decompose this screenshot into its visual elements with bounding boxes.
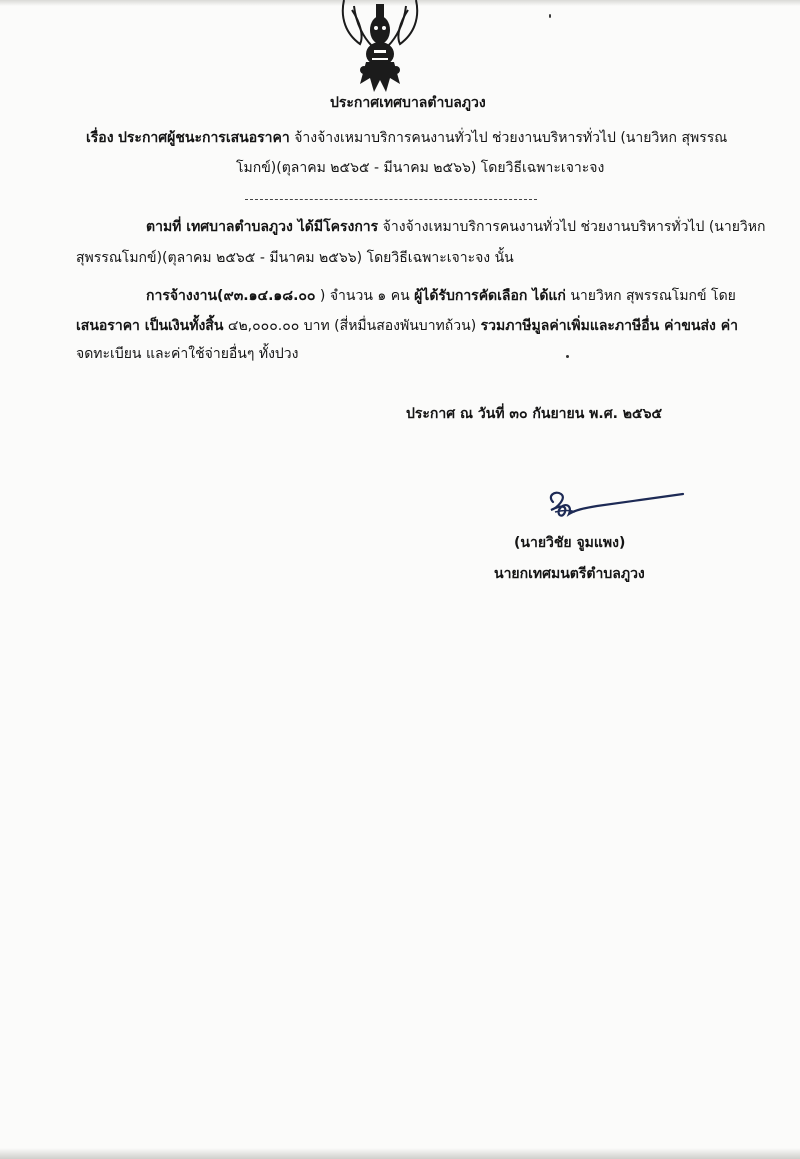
p2-line2-bold-a: เสนอราคา เป็นเงินทั้งสิ้น (76, 318, 224, 334)
paragraph-2-line-2 (76, 316, 738, 336)
scan-speck (566, 355, 569, 358)
p2-bold-a: การจ้างงาน( (146, 288, 224, 304)
subject-text: จ้างจ้างเหมาบริการคนงานทั่วไป ช่วยงานบริหารทั่วไป (นายวิหก สุพรรณ (294, 130, 728, 146)
p2-amount: ๔๒,๐๐๐.๐๐ บาท (สี่หมื่นสองพันบาทถ้วน) (227, 318, 477, 334)
p2-bold-b: ผู้ได้รับการคัดเลือก ได้แก่ (414, 288, 566, 304)
organization-title: ประกาศเทศบาลตำบลภูวง (330, 95, 486, 111)
p2-text: นายวิหก สุพรรณโมกข์ โดย (570, 288, 736, 304)
garuda-emblem-icon (330, 0, 430, 100)
paragraph-2-line-3: จดทะเบียน และค่าใช้จ่ายอื่นๆ ทั้งปวง (76, 346, 299, 362)
p1-text: จ้างจ้างเหมาบริการคนงานทั่วไป ช่วยงานบริหารทั่วไป (นายวิหก (382, 219, 766, 235)
paragraph-1-line-2: สุพรรณโมกข์)(ตุลาคม ๒๕๖๕ - มีนาคม ๒๕๖๖) โดยวิธีเฉพาะเจาะจง นั้น (76, 250, 514, 266)
subject-line-2: โมกข์)(ตุลาคม ๒๕๖๕ - มีนาคม ๒๕๖๖) โดยวิธีเฉพาะเจาะจง (236, 160, 605, 176)
subject-line-1 (86, 128, 727, 148)
signer-position: นายกเทศมนตรีตำบลภูวง (494, 566, 645, 582)
subject-label: เรื่อง (86, 130, 114, 146)
separator-line (245, 199, 537, 200)
handwritten-signature (545, 488, 685, 522)
p2-line2-bold-b: รวมภาษีมูลค่าเพิ่มและภาษีอื่น ค่าขนส่ง ค่า (480, 318, 738, 334)
subject-bold: ประกาศผู้ชนะการเสนอราคา (118, 130, 290, 146)
scan-edge-bottom (0, 1148, 800, 1159)
paragraph-1-line-1 (146, 217, 765, 237)
paragraph-2-line-1 (146, 286, 736, 306)
p1-bold: ตามที่ เทศบาลตำบลภูวง ได้มีโครงการ (146, 219, 379, 235)
p2-mid: ) จำนวน ๑ คน (315, 288, 410, 304)
scan-speck (549, 14, 551, 18)
signer-name: (นายวิชัย จูมแพง) (514, 535, 626, 551)
announce-date: ประกาศ ณ วันที่ ๓๐ กันยายน พ.ศ. ๒๕๖๕ (406, 406, 663, 422)
p2-code: ๙๓.๑๔.๑๘.๐๐ (223, 288, 316, 304)
